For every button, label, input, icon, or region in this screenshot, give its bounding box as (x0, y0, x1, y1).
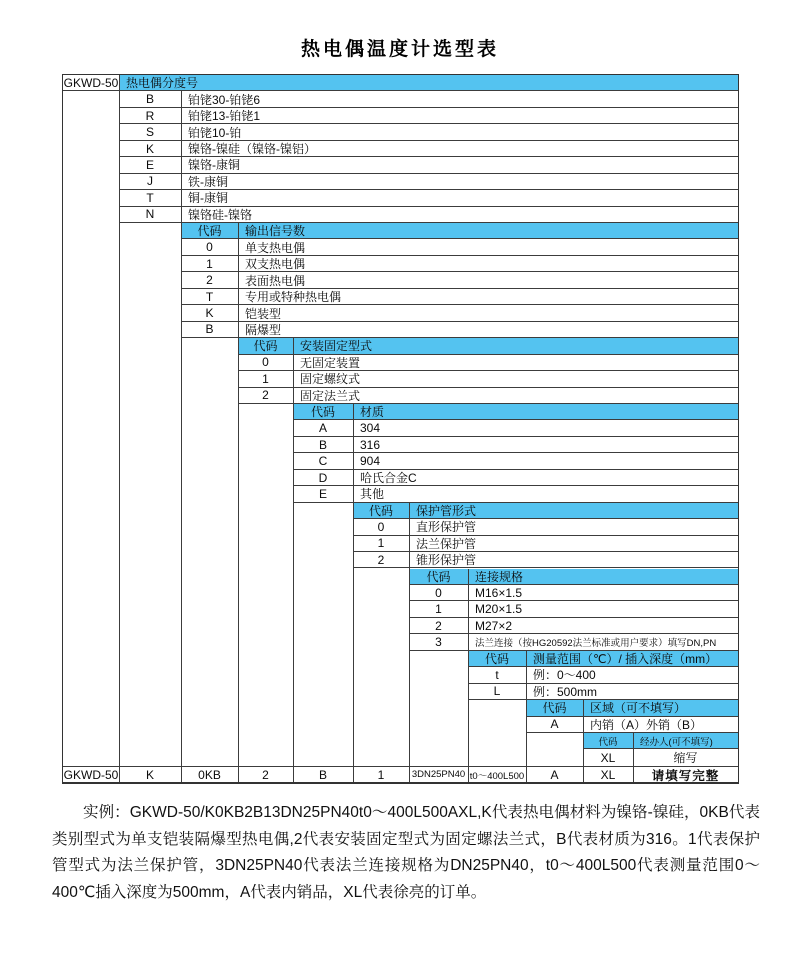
option-desc: 铂铑13-铂铑1 (188, 109, 261, 124)
example-note: 实例：GKWD-50/K0KB2B13DN25PN40t0～400L500AXL,K代表热电偶材料为镍铬-镍硅，0KB代表类别型式为单支铠装隔爆型热电偶,2代表安装固定型式为固定螺法兰式，B代表材质为316。1代表保护管型式为法兰保护管，3DN25PN40代表法兰连接规格为DN25PN40，t0～400L500代表测量范围0～400℃插入深度为500mm，A代表内销品，XL代表徐亮的订单。 (52, 804, 760, 901)
option-code: 2 (435, 618, 442, 633)
example-cell: 0KB (198, 767, 221, 782)
option-row (181, 272, 738, 288)
option-desc: 锥形保护管 (416, 553, 477, 568)
code-header-cell: 代码 (368, 503, 393, 518)
model-cell: GKWD-50 (63, 75, 119, 90)
column-divider (293, 338, 294, 782)
option-desc: M27×2 (475, 618, 513, 633)
section-label: 材质 (360, 405, 385, 420)
example-row (63, 766, 738, 782)
option-code: A (550, 717, 559, 732)
section-header-row (409, 569, 738, 585)
column-divider (119, 75, 120, 782)
option-desc: 固定法兰式 (300, 388, 361, 403)
section-label: 经办人(可不填写) (640, 736, 713, 748)
option-code: 1 (206, 256, 213, 271)
column-divider (633, 733, 634, 782)
option-desc: 镍铬硅-镍铬 (188, 207, 252, 222)
option-code: E (145, 157, 154, 172)
section-header-row (353, 503, 738, 519)
option-desc: 表面热电偶 (245, 273, 306, 288)
option-row (353, 552, 738, 568)
option-row (409, 585, 738, 601)
option-code: B (318, 437, 327, 452)
option-row (119, 91, 738, 107)
example-cell: GKWD-50 (63, 767, 119, 782)
option-code: C (318, 454, 328, 469)
option-desc: 哈氏合金C (360, 471, 417, 486)
option-code: 1 (435, 602, 442, 617)
column-divider (238, 223, 239, 782)
option-code: N (145, 207, 155, 222)
section-label: 连接规格 (475, 569, 524, 584)
option-code: J (147, 174, 153, 189)
option-desc: 专用或特种热电偶 (245, 290, 342, 305)
code-header-cell: 代码 (197, 224, 222, 239)
section-label: 输出信号数 (245, 224, 306, 239)
option-code: 0 (262, 355, 269, 370)
option-row (119, 174, 738, 190)
option-code: D (318, 470, 328, 485)
section-header-row (468, 651, 738, 667)
option-code: T (205, 289, 214, 304)
option-code: L (493, 684, 501, 699)
option-row (293, 437, 738, 453)
section-header-row (526, 700, 738, 716)
column-divider (468, 569, 469, 783)
option-row (119, 124, 738, 140)
option-row (468, 667, 738, 683)
option-row (181, 305, 738, 321)
option-desc: 316 (360, 437, 381, 452)
option-row (353, 519, 738, 535)
column-divider (583, 700, 584, 782)
option-row (119, 141, 738, 157)
option-row (409, 634, 738, 650)
example-cell: A (550, 767, 559, 782)
option-desc: 法兰连接（按HG20592法兰标准或用户要求）填写DN,PN (475, 638, 717, 650)
option-row (409, 601, 738, 617)
option-code: 1 (262, 371, 269, 386)
option-row (238, 371, 738, 387)
option-desc: 铜-康铜 (188, 191, 228, 206)
code-header-cell: 代码 (426, 569, 451, 584)
option-desc: 例：0～400 (533, 668, 596, 683)
column-divider (353, 404, 354, 782)
option-code: 2 (262, 388, 269, 403)
option-row (119, 190, 738, 206)
option-row (238, 355, 738, 371)
option-row (181, 256, 738, 272)
example-cell: t0～400L500 (469, 770, 525, 782)
code-header-cell: 代码 (598, 736, 618, 748)
page-title: 热电偶温度计选型表 (300, 39, 499, 60)
option-row (293, 486, 738, 502)
option-row (353, 536, 738, 552)
example-cell: K (145, 767, 154, 782)
option-desc: 其他 (360, 487, 385, 502)
example-cell: 3DN25PN40 (411, 769, 466, 781)
option-code: t (495, 667, 499, 682)
option-desc: 铂铑10-铂 (188, 125, 242, 140)
option-desc: 缩写 (673, 751, 698, 766)
option-row (293, 453, 738, 469)
option-code: 0 (377, 519, 385, 534)
option-code: 0 (206, 240, 213, 255)
option-desc: 铠装型 (245, 306, 282, 321)
example-cell: XL (600, 767, 616, 782)
section-header-row (238, 338, 738, 354)
option-row (583, 749, 738, 765)
option-desc: 法兰保护管 (416, 536, 477, 551)
option-row (526, 717, 738, 733)
option-code: K (145, 141, 154, 156)
example-cell: B (318, 767, 327, 782)
section-header-row (181, 223, 738, 239)
option-desc: 内销（A）外销（B） (590, 717, 703, 732)
code-header-cell: 代码 (253, 339, 278, 354)
option-code: 2 (206, 273, 213, 288)
section-label: 安装固定型式 (300, 339, 373, 354)
option-code: A (318, 421, 327, 436)
section-header-row (583, 733, 738, 749)
section-header-row (63, 75, 738, 91)
option-code: B (145, 92, 154, 107)
section-label: 热电偶分度号 (119, 75, 738, 90)
section-label: 保护管形式 (416, 503, 477, 518)
option-code: T (146, 190, 154, 205)
option-desc: 单支热电偶 (245, 240, 306, 255)
option-code: 1 (377, 536, 385, 551)
option-code: K (205, 306, 214, 321)
option-code: S (145, 125, 154, 140)
option-row (238, 388, 738, 404)
code-header-cell: 代码 (542, 701, 567, 716)
option-code: 2 (377, 552, 385, 567)
example-cell: 请填写完整 (651, 768, 720, 783)
option-desc: M20×1.5 (475, 602, 523, 617)
option-row (468, 684, 738, 700)
section-label: 测量范围（℃）/ 插入深度（mm） (533, 651, 718, 666)
example-cell: 1 (377, 767, 385, 782)
option-desc: 无固定装置 (300, 355, 361, 370)
option-desc: 铂铑30-铂铑6 (188, 92, 261, 107)
option-desc: 镍铬-镍硅（镍铬-镍铝） (188, 142, 316, 157)
option-row (181, 240, 738, 256)
option-row (119, 108, 738, 124)
option-code: 0 (435, 585, 442, 600)
option-desc: 双支热电偶 (245, 257, 306, 272)
section-label: 区域（可不填写） (590, 701, 687, 716)
example-cell: 2 (262, 767, 269, 782)
column-divider (526, 651, 527, 783)
column-divider (409, 503, 410, 783)
code-header-cell: 代码 (484, 651, 509, 666)
option-row (293, 420, 738, 436)
option-row (293, 470, 738, 486)
option-desc: 固定螺纹式 (300, 372, 361, 387)
column-divider (181, 91, 182, 782)
selection-table (62, 74, 739, 784)
option-row (409, 618, 738, 634)
option-code: B (205, 322, 214, 337)
option-row (181, 322, 738, 338)
code-header-cell: 代码 (310, 405, 335, 420)
option-desc: 904 (360, 454, 381, 469)
option-row (119, 157, 738, 173)
option-code: R (145, 108, 155, 123)
option-desc: 304 (360, 421, 381, 436)
section-header-row (293, 404, 738, 420)
option-code: 3 (435, 635, 442, 650)
option-desc: 直形保护管 (416, 520, 477, 535)
option-desc: 铁-康铜 (188, 174, 228, 189)
option-desc: 隔爆型 (245, 322, 282, 337)
option-desc: M16×1.5 (475, 585, 523, 600)
option-row (119, 207, 738, 223)
option-desc: 例：500mm (533, 684, 598, 699)
option-code: E (318, 486, 327, 501)
option-row (181, 289, 738, 305)
option-desc: 镍铬-康铜 (188, 158, 240, 173)
option-code: XL (600, 750, 616, 765)
